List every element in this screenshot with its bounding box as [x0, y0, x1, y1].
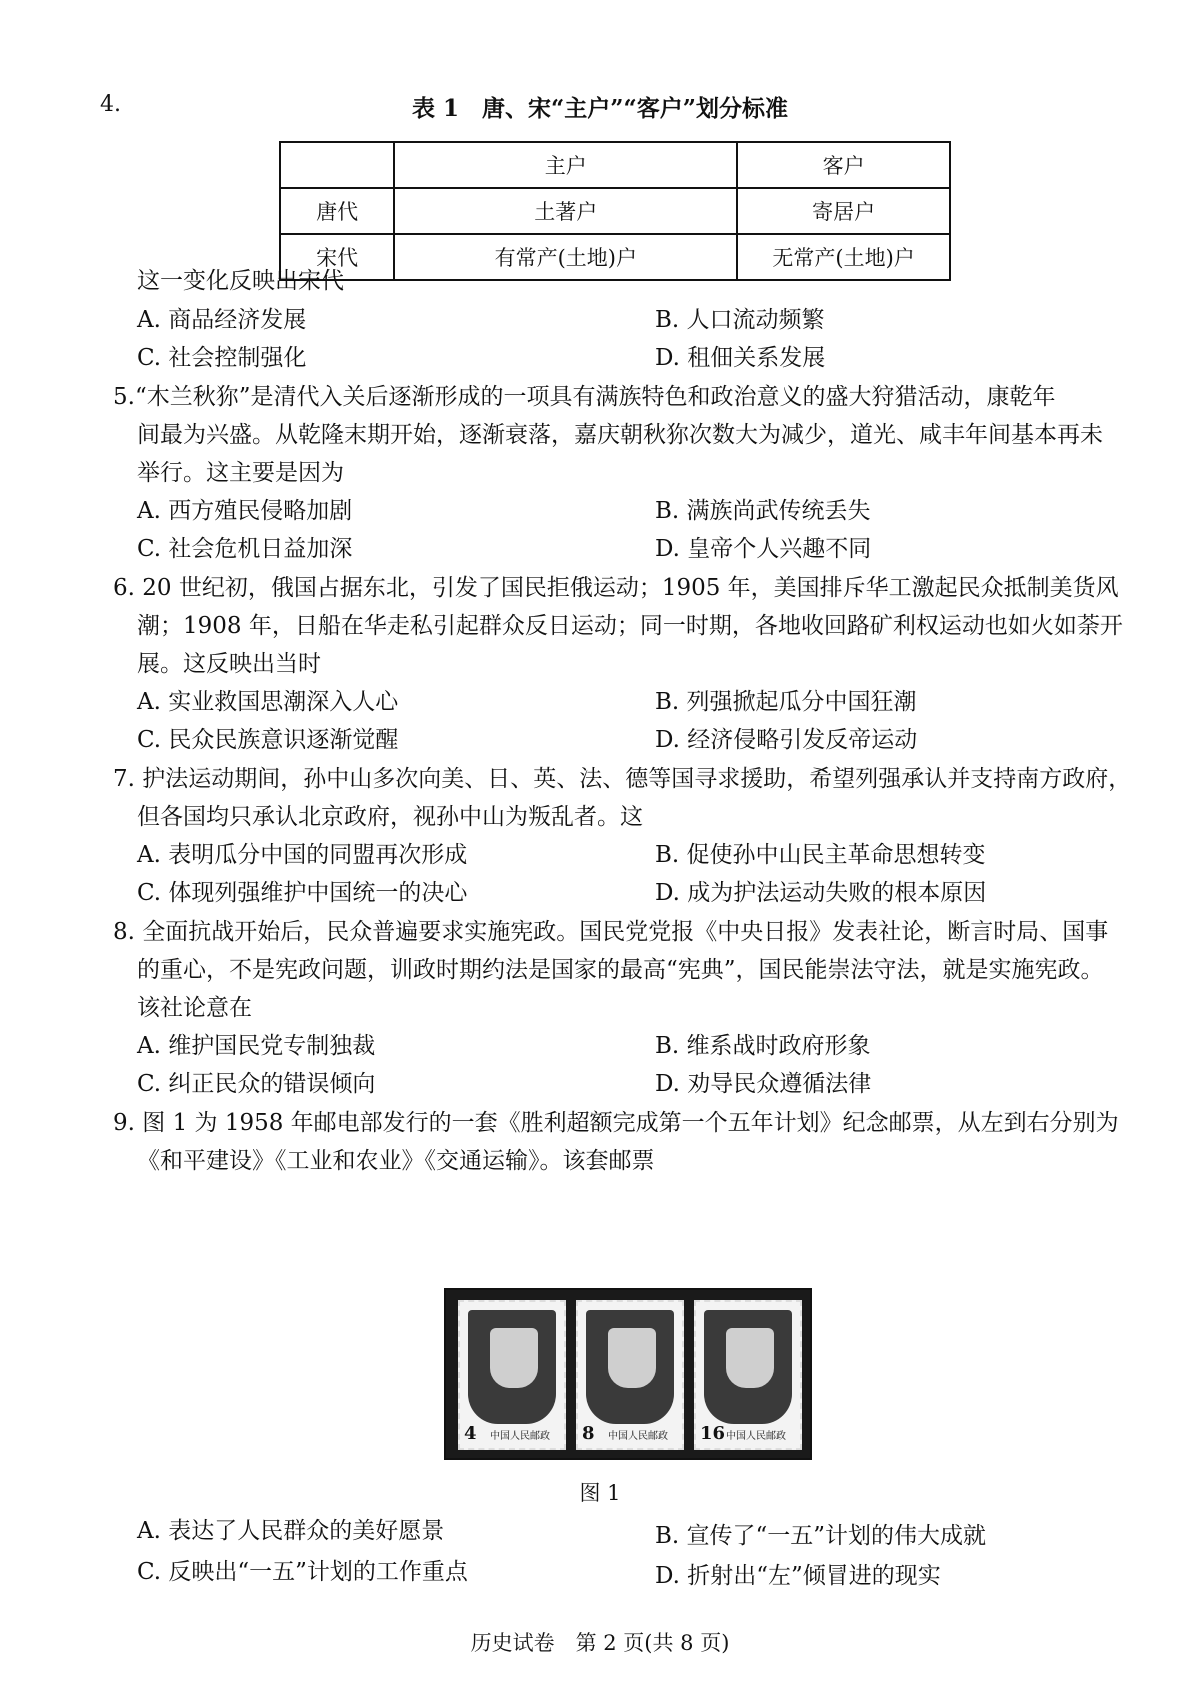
- question-6-line: 展。这反映出当时: [137, 651, 321, 677]
- question-4-option-a: A. 商品经济发展: [137, 307, 307, 333]
- question-6-option-b: B. 列强掀起瓜分中国狂潮: [655, 689, 917, 715]
- question-9-option-c: C. 反映出“一五”计划的工作重点: [137, 1559, 468, 1585]
- table-cell: 宋代: [280, 234, 394, 280]
- question-8-line: 8. 全面抗战开始后，民众普遍要求实施宪政。国民党党报《中央日报》发表社论，断言时局、国事: [113, 919, 1109, 945]
- question-5-line: 举行。这主要是因为: [137, 460, 344, 486]
- question-8-line: 该社论意在: [137, 995, 252, 1021]
- question-7-option-d: D. 成为护法运动失败的根本原因: [655, 880, 987, 906]
- question-5-option-a: A. 西方殖民侵略加剧: [137, 498, 353, 524]
- question-9-option-b: B. 宣传了“一五”计划的伟大成就: [655, 1523, 987, 1549]
- question-8-line: 的重心，不是宪政问题，训政时期约法是国家的最高“宪典”，国民能崇法守法，就是实施宪政。: [137, 957, 1104, 983]
- stamp-value: 16: [700, 1423, 726, 1444]
- table-cell: 唐代: [280, 188, 394, 234]
- question-8-option-b: B. 维系战时政府形象: [655, 1033, 871, 1059]
- question-9-line: 《和平建设》《工业和农业》《交通运输》。该套邮票: [137, 1148, 655, 1174]
- question-7-option-c: C. 体现列强维护中国统一的决心: [137, 880, 468, 906]
- stamp-value: 4: [464, 1423, 477, 1444]
- question-8-option-d: D. 劝导民众遵循法律: [655, 1071, 872, 1097]
- question-4-option-d: D. 租佃关系发展: [655, 345, 826, 371]
- table-cell: 寄居户: [737, 188, 950, 234]
- question-7-line: 7. 护法运动期间，孙中山多次向美、日、英、法、德等国寻求援助，希望列强承认并支持南方政府，: [113, 766, 1132, 792]
- question-6-line: 潮；1908 年，日船在华走私引起群众反日运动；同一时期，各地收回路矿利权运动也如火如荼开: [137, 613, 1123, 639]
- question-4-option-c: C. 社会控制强化: [137, 345, 307, 371]
- question-5-option-d: D. 皇帝个人兴趣不同: [655, 536, 872, 562]
- question-7-option-b: B. 促使孙中山民主革命思想转变: [655, 842, 986, 868]
- stamp-emblem-icon: [726, 1328, 774, 1388]
- stamp-peaceful-construction: [458, 1300, 566, 1450]
- table-header-cell: [280, 142, 394, 188]
- stamp-transportation: [694, 1300, 802, 1450]
- table-cell: 土著户: [394, 188, 737, 234]
- page-footer: 历史试卷 第 2 页(共 8 页): [470, 1631, 730, 1655]
- table-header-cell: 客户: [737, 142, 950, 188]
- table-cell: 无常产(土地)户: [737, 234, 950, 280]
- table-1-title: 表 1 唐、宋“主户”“客户”划分标准: [412, 95, 788, 122]
- stamp-emblem-icon: [490, 1328, 538, 1388]
- question-5-line: 间最为兴盛。从乾隆末期开始，逐渐衰落，嘉庆朝秋狝次数大为减少，道光、咸丰年间基本再未: [137, 422, 1103, 448]
- stamp-text: 中国人民邮政: [608, 1431, 668, 1442]
- question-6-option-c: C. 民众民族意识逐渐觉醒: [137, 727, 399, 753]
- stamp-industry-agriculture: [576, 1300, 684, 1450]
- question-4-number: 4.: [100, 92, 121, 117]
- question-9-option-a: A. 表达了人民群众的美好愿景: [137, 1518, 445, 1544]
- table-row: [280, 188, 950, 234]
- question-6-option-a: A. 实业救国思潮深入人心: [137, 689, 399, 715]
- question-6-option-d: D. 经济侵略引发反帝运动: [655, 727, 918, 753]
- question-5-line: 5.“木兰秋狝”是清代入关后逐渐形成的一项具有满族特色和政治意义的盛大狩猎活动，康乾年: [113, 384, 1056, 410]
- table-cell: 有常产(土地)户: [394, 234, 737, 280]
- stamp-design: [704, 1310, 792, 1424]
- question-8-option-c: C. 纠正民众的错误倾向: [137, 1071, 376, 1097]
- stamp-text: 中国人民邮政: [490, 1431, 550, 1442]
- table-row: [280, 234, 950, 280]
- stamp-design: [586, 1310, 674, 1424]
- table-header-row: [280, 142, 950, 188]
- question-5-option-c: C. 社会危机日益加深: [137, 536, 353, 562]
- question-4-stem: 这一变化反映出宋代: [137, 268, 344, 294]
- question-4-option-b: B. 人口流动频繁: [655, 307, 825, 333]
- table-header-cell: 主户: [394, 142, 737, 188]
- question-9-line: 9. 图 1 为 1958 年邮电部发行的一套《胜利超额完成第一个五年计划》纪念邮票，从左到右分别为: [113, 1110, 1119, 1136]
- stamp-text: 中国人民邮政: [726, 1431, 786, 1442]
- stamp-set-figure: [444, 1288, 812, 1460]
- stamp-emblem-icon: [608, 1328, 656, 1388]
- question-5-option-b: B. 满族尚武传统丢失: [655, 498, 871, 524]
- question-8-option-a: A. 维护国民党专制独裁: [137, 1033, 376, 1059]
- question-7-line: 但各国均只承认北京政府，视孙中山为叛乱者。这: [137, 804, 643, 830]
- stamp-design: [468, 1310, 556, 1424]
- table-1: [279, 141, 951, 281]
- figure-1-caption: 图 1: [579, 1481, 621, 1505]
- question-7-option-a: A. 表明瓜分中国的同盟再次形成: [137, 842, 468, 868]
- stamp-value: 8: [582, 1423, 595, 1444]
- question-9-option-d: D. 折射出“左”倾冒进的现实: [655, 1563, 941, 1589]
- question-6-line: 6. 20 世纪初，俄国占据东北，引发了国民拒俄运动；1905 年，美国排斥华工激起民众抵制美货风: [113, 575, 1119, 601]
